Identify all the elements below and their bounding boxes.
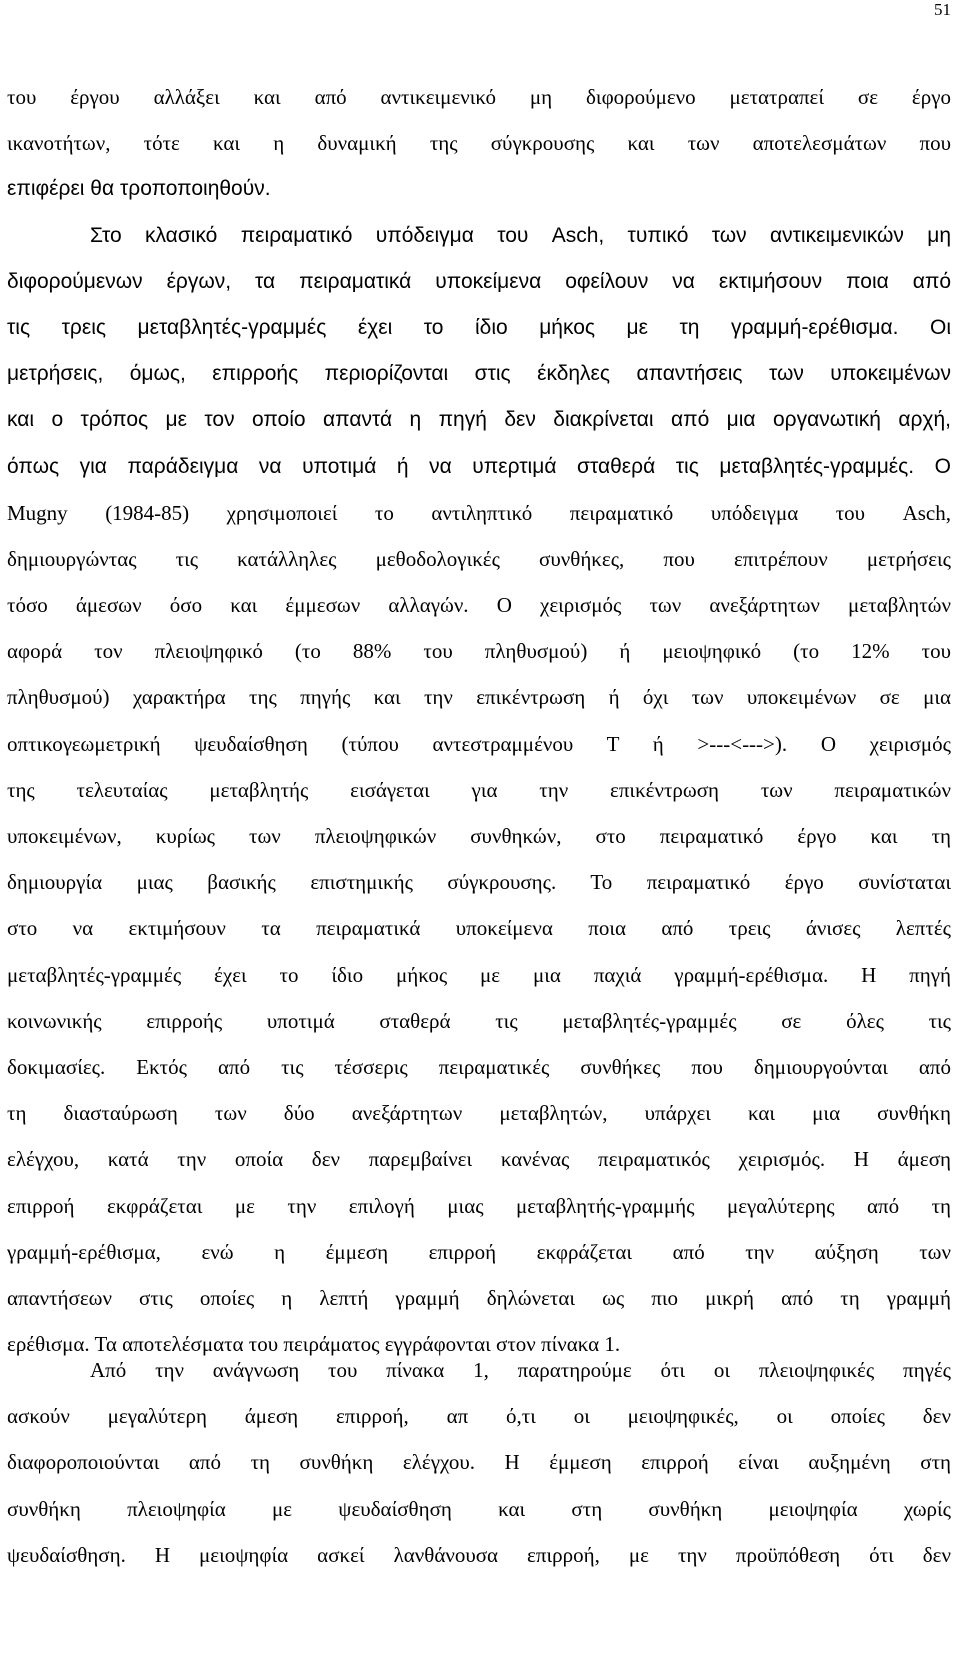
- text-line: ελέγχου, κατά την οποία δεν παρεμβαίνει κανένας πειραματικός χειρισμός. Η άμεση: [7, 1147, 951, 1172]
- text-line: συνθήκη πλειοψηφία με ψευδαίσθηση και στη συνθήκη μειοψηφία χωρίς: [7, 1496, 951, 1521]
- text-line: τις τρεις μεταβλητές-γραμμές έχει το ίδιο μήκος με τη γραμμή-ερέθισμα. Οι: [7, 315, 951, 339]
- text-line: διαφοροποιούνται από τη συνθήκη ελέγχου. Η έμμεση επιρροή είναι αυξημένη στη: [7, 1450, 951, 1475]
- paragraph: [7, 213, 951, 1368]
- text-line: του έργου αλλάξει και από αντικειμενικό μη διφορούμενο μετατραπεί σε έργο: [7, 85, 951, 109]
- text-line: διφορούμενων έργων, τα πειραματικά υποκείμενα οφείλουν να εκτιμήσουν ποια από: [7, 269, 951, 293]
- paragraph: [7, 1347, 951, 1578]
- text-line: στο να εκτιμήσουν τα πειραματικά υποκείμενα ποια από τρεις άνισες λεπτές: [7, 916, 951, 941]
- text-line: Mugny (1984-85) χρησιμοποιεί το αντιληπτικό πειραματικό υπόδειγμα του Asch,: [7, 500, 951, 525]
- text-line: όπως για παράδειγμα να υποτιμά ή να υπερτιμά σταθερά τις μεταβλητές-γραμμές. Ο: [7, 454, 951, 478]
- text-line: κοινωνικής επιρροής υποτιμά σταθερά τις μεταβλητές-γραμμές σε όλες τις: [7, 1008, 951, 1033]
- text-line: μεταβλητές-γραμμές έχει το ίδιο μήκος με μια παχιά γραμμή-ερέθισμα. Η πηγή: [7, 962, 951, 987]
- body-text-lower: [7, 1347, 951, 1578]
- text-line: πληθυσμού) χαρακτήρα της πηγής και την επικέντρωση ή όχι των υποκειμένων σε μια: [7, 685, 951, 710]
- text-line: ερέθισμα. Τα αποτελέσματα του πειράματος εγγράφονται στον πίνακα 1.: [7, 1332, 621, 1357]
- text-line: δοκιμασίες. Εκτός από τις τέσσερις πειραματικές συνθήκες που δημιουργούνται από: [7, 1054, 951, 1079]
- text-line: Από την ανάγνωση του πίνακα 1, παρατηρούμε ότι οι πλειοψηφικές πηγές: [90, 1358, 951, 1382]
- text-line: ψευδαίσθηση. Η μειοψηφία ασκεί λανθάνουσα επιρροή, με την προϋπόθεση ότι δεν: [7, 1542, 951, 1567]
- text-line: επιρροή εκφράζεται με την επιλογή μιας μεταβλητής-γραμμής μεγαλύτερης από τη: [7, 1193, 951, 1218]
- body-text-upper: [7, 74, 951, 1367]
- text-line: ασκούν μεγαλύτερη άμεση επιρροή, απ ό,τι οι μειοψηφικές, οι οποίες δεν: [7, 1404, 951, 1429]
- text-line: τη διασταύρωση των δύο ανεξάρτητων μεταβλητών, υπάρχει και μια συνθήκη: [7, 1101, 951, 1126]
- text-line: και ο τρόπος με τον οποίο απαντά η πηγή δεν διακρίνεται από μια οργανωτική αρχή,: [7, 408, 951, 432]
- text-line: υποκειμένων, κυρίως των πλειοψηφικών συνθηκών, στο πειραματικό έργο και τη: [7, 824, 951, 848]
- text-line: αφορά τον πλειοψηφικό (το 88% του πληθυσμού) ή μειοψηφικό (το 12% του: [7, 639, 951, 664]
- text-line: οπτικογεωμετρική ψευδαίσθηση (τύπου αντεστραμμένου Τ ή >---<--->). Ο χειρισμός: [7, 731, 951, 756]
- text-line: ικανοτήτων, τότε και η δυναμική της σύγκρουσης και των αποτελεσμάτων που: [7, 131, 951, 156]
- text-line: δημιουργώντας τις κατάλληλες μεθοδολογικές συνθήκες, που επιτρέπουν μετρήσεις: [7, 546, 951, 571]
- paragraph: [7, 74, 951, 213]
- text-line: επιφέρει θα τροποποιηθούν.: [7, 177, 271, 201]
- page-number: 51: [934, 0, 951, 19]
- text-line: απαντήσεων στις οποίες η λεπτή γραμμή δηλώνεται ως πιο μικρή από τη γραμμή: [7, 1285, 951, 1310]
- text-line: τόσο άμεσων όσο και έμμεσων αλλαγών. Ο χειρισμός των ανεξάρτητων μεταβλητών: [7, 593, 951, 618]
- text-line: μετρήσεις, όμως, επιρροής περιορίζονται στις έκδηλες απαντήσεις των υποκειμένων: [7, 362, 951, 386]
- text-line: Στο κλασικό πειραματικό υπόδειγμα του Asch, τυπικό των αντικειμενικών μη: [90, 223, 951, 247]
- text-line: γραμμή-ερέθισμα, ενώ η έμμεση επιρροή εκφράζεται από την αύξηση των: [7, 1239, 951, 1264]
- text-line: δημιουργία μιας βασικής επιστημικής σύγκρουσης. Το πειραματικό έργο συνίσταται: [7, 870, 951, 895]
- text-line: της τελευταίας μεταβλητής εισάγεται για την επικέντρωση των πειραματικών: [7, 777, 951, 802]
